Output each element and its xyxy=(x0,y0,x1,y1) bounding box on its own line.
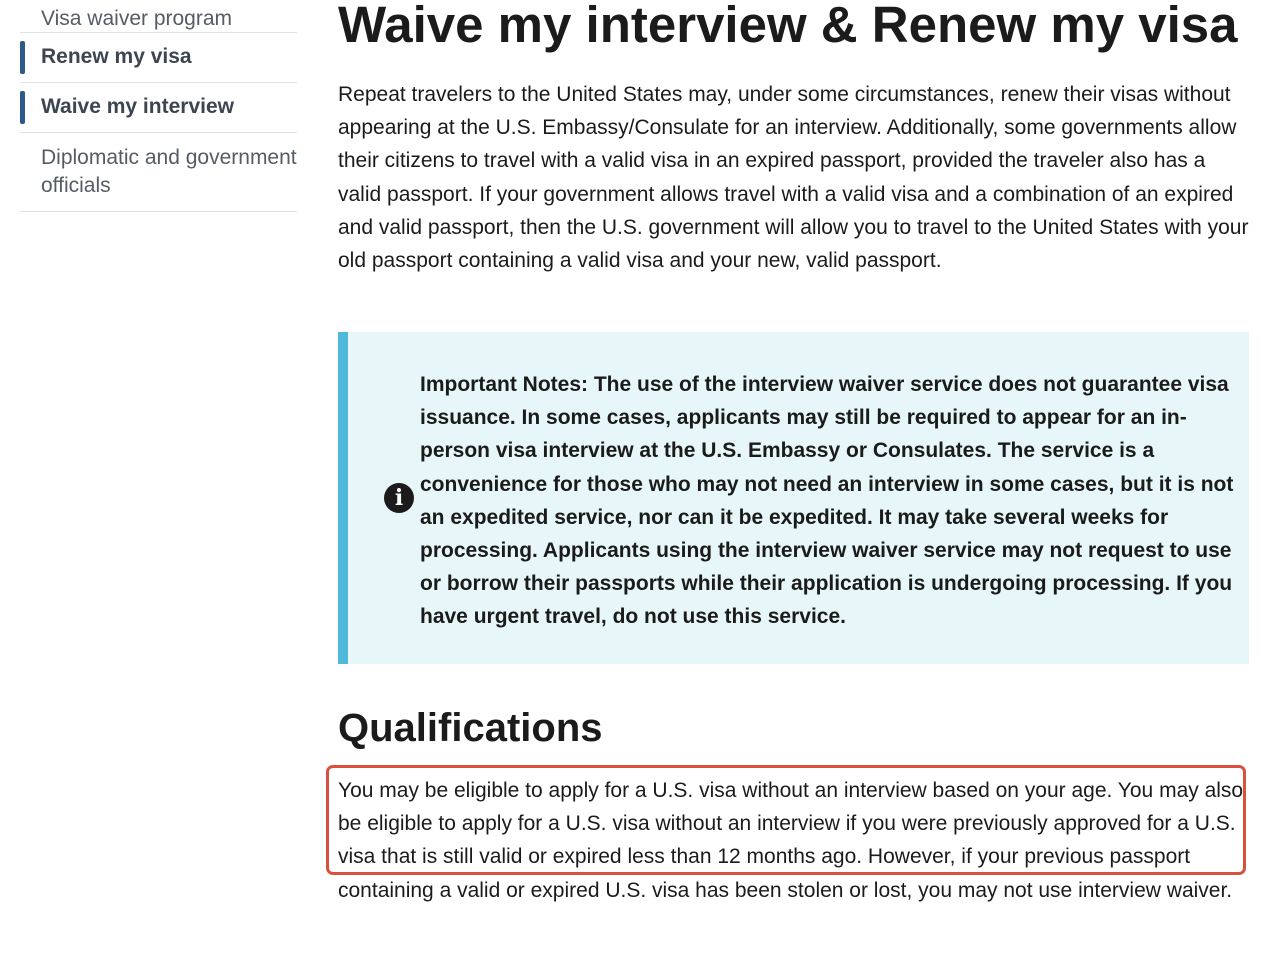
alert-text: Important Notes: The use of the interview waiver service does not guarantee visa issuance. In some cases, applicants may still be required to appear for an in-person visa interview at the U.S. Embassy or Consulates. The service is a convenience for those who may not need an interview in some cases, but it is not an expedited service, nor can it be expedited. It may take several weeks for processing. Applicants using the interview waiver service may not request to use or borrow their passports while their application is undergoing processing. If you have urgent travel, do not use this service. xyxy=(420,373,1234,629)
intro-paragraph: Repeat travelers to the United States may, under some circumstances, renew their visas without appearing at the U.S. Embassy/Consulate for an interview. Additionally, some governments allow their citizens to travel with a valid visa in an expired passport, provided the traveler also has a valid passport. If your government allows travel with a valid visa and a combination of an expired and valid passport, then the U.S. government will allow you to travel to the United States with your old passport containing a valid visa and your new, valid passport. xyxy=(338,83,1249,273)
qualifications-heading: Qualifications xyxy=(338,706,603,750)
info-circle-icon: i xyxy=(384,483,414,513)
sidebar-item-renew-my-visa[interactable]: Renew my visa xyxy=(20,33,297,83)
sidebar-nav xyxy=(20,0,297,212)
sidebar-item-visa-waiver-program[interactable]: Visa waiver program xyxy=(20,0,297,33)
page-title: Waive my interview & Renew my visa xyxy=(338,0,1238,53)
qualifications-paragraph: You may be eligible to apply for a U.S. visa without an interview based on your age. You may also be eligible to apply for a U.S. visa without an interview if you were previously approved for a U.S. visa that is still valid or expired less than 12 months ago. However, if your previous passport containing a valid or expired U.S. visa has been stolen or lost, you may not use interview waiver. xyxy=(338,779,1244,902)
sidebar-item-diplomatic-officials[interactable]: Diplomatic and government officials xyxy=(20,133,297,212)
sidebar-item-waive-my-interview[interactable]: Waive my interview xyxy=(20,83,297,133)
important-notes-alert xyxy=(338,332,1249,664)
